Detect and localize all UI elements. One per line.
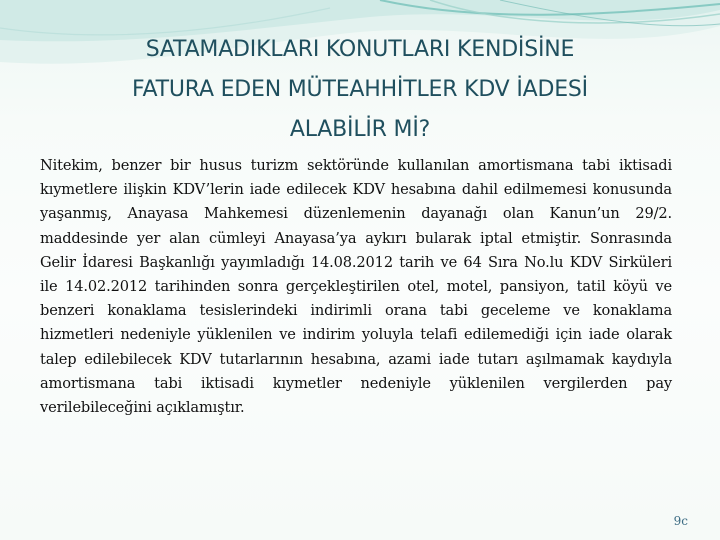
title-line-1: SATAMADIKLARI KONUTLARI KENDİSİNE (145, 37, 575, 62)
title-line-2: FATURA EDEN MÜTEAHHİTLER KDV İADESİ (132, 77, 588, 102)
slide-title (40, 30, 680, 150)
title-line-3: ALABİLİR Mİ? (289, 117, 431, 142)
page-number: 9c (673, 514, 688, 528)
body-paragraph: Nitekim, benzer bir husus turizm sektöründe kullanılan amortismana tabi iktisadi kıymetlere ilişkin KDV’lerin iade edilecek KDV hesabına dahil edilmemesi konusunda yaşanmış, Anayasa Mahkemesi düzenlemenin dayanağı olan Kanun’un 29/2. maddesinde yer alan cümleyi Anayasa’ya aykırı bularak iptal etmiştir. Sonrasında Gelir İdaresi Başkanlığı yayımladığı 14.08.2012 tarih ve 64 Sıra No.lu KDV Sirküleri ile 14.02.2012 tarihinden sonra gerçekleştirilen otel, motel, pansiyon, tatil köyü ve benzeri konaklama tesislerindeki indirimli orana tabi geceleme ve konaklama hizmetleri nedeniyle yüklenilen ve indirim yoluyla telafi edilemediği için iade olarak talep edilebilecek KDV tutarlarının hesabına, azami iade tutarı aşılmamak kaydıyla amortismana tabi iktisadi kıymetler nedeniyle yüklenilen vergilerden pay verilebileceğini açıklamıştır. (40, 157, 672, 417)
